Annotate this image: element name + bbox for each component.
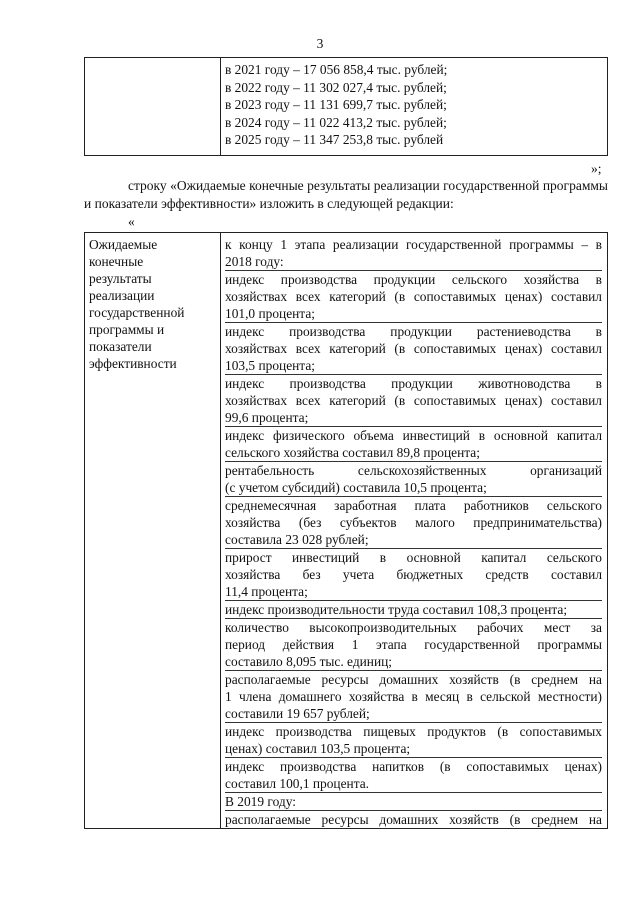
funding-line: в 2022 году – 11 302 027,4 тыс. рублей; (225, 79, 447, 95)
results-item (225, 601, 602, 619)
funding-values-cell (221, 58, 608, 156)
results-item-line: индекс производства продукции сельского хозяйства в (225, 272, 602, 287)
results-item-line: период действия 1 этапа государственной программы (225, 637, 602, 652)
results-item-line: составило 8,095 тыс. единиц; (225, 654, 393, 669)
results-list (225, 236, 602, 828)
funding-line: в 2021 году – 17 056 858,4 тыс. рублей; (225, 62, 448, 77)
results-table (84, 232, 608, 829)
results-item-line: 101,0 процента; (225, 306, 315, 321)
results-item-line: индекс производительности труда составил 108,3 процента; (225, 602, 568, 617)
results-item-line: располагаемые ресурсы домашних хозяйств (в среднем на (225, 672, 602, 687)
results-label-line: показатели (89, 339, 152, 354)
results-item-line: 99,6 процента; (225, 410, 309, 425)
results-item-line: составила 23 028 рублей; (225, 532, 369, 547)
results-item-line: хозяйствах всех категорий (в сопоставимых ценах) составил (225, 393, 602, 408)
results-label-cell (85, 233, 221, 829)
results-item-line: ценах) составил 103,5 процента; (225, 741, 411, 756)
funding-line: в 2025 году – 11 347 253,8 тыс. рублей (225, 132, 444, 147)
results-item (225, 793, 602, 811)
results-item-line: индекс производства продукции животноводства в (225, 376, 602, 391)
results-item-line: индекс производства напитков (в сопоставимых ценах) (225, 759, 602, 774)
page-number: 3 (316, 36, 324, 51)
results-item-line: рентабельность сельскохозяйственных организаций (225, 463, 602, 478)
results-item (225, 427, 602, 462)
results-item (225, 375, 602, 427)
results-item-line: составили 19 657 рублей; (225, 706, 370, 721)
results-item (225, 462, 602, 497)
results-item-line: индекс производства продукции растениеводства в (225, 324, 602, 339)
results-item-line: располагаемые ресурсы домашних хозяйств (в среднем на (225, 812, 602, 827)
results-item-line: индекс производства пищевых продуктов (в сопоставимых (225, 724, 602, 739)
results-values-cell (221, 233, 608, 829)
results-item-line: 1 члена домашнего хозяйства в месяц в сельской местности) (225, 689, 602, 704)
results-item (225, 723, 602, 758)
funding-table (84, 57, 608, 156)
funding-line: в 2023 году – 11 131 699,7 тыс. рублей; (225, 97, 447, 112)
results-item-line: прирост инвестиций в основной капитал сельского (225, 550, 602, 565)
results-label-line: результаты (89, 271, 152, 286)
results-item-line: сельского хозяйства составил 89,8 процента; (225, 445, 480, 460)
table-row (85, 58, 608, 156)
results-item (225, 671, 602, 723)
opening-quote: « (128, 214, 135, 229)
results-item-line: среднемесячная заработная плата работников сельского (225, 498, 602, 513)
results-item (225, 497, 602, 549)
results-item-line: хозяйствах всех категорий (в сопоставимых ценах) составил (225, 341, 602, 356)
results-item-line: к концу 1 этапа реализации государственной программы – в (225, 237, 602, 252)
results-item (225, 271, 602, 323)
results-item (225, 619, 602, 671)
results-item-line: количество высокопроизводительных рабочих мест за (225, 620, 602, 635)
results-item-line: составил 100,1 процента. (225, 776, 370, 791)
funding-label-cell (85, 58, 221, 156)
results-item-line: хозяйства без учета бюджетных средств составил (225, 567, 602, 582)
results-item-line: хозяйствах всех категорий (в сопоставимых ценах) составил (225, 289, 602, 304)
results-item-line: 2018 году: (225, 254, 284, 269)
results-label (89, 236, 217, 372)
amendment-paragraph: строку «Ожидаемые конечные результаты реализации государственной программы и показатели эффективности» изложить в следующей редакции: (84, 178, 608, 211)
results-item-line: (с учетом субсидий) составила 10,5 процента; (225, 480, 487, 495)
results-item (225, 236, 602, 271)
results-label-line: конечные (89, 254, 144, 269)
results-label-line: государственной (89, 305, 185, 320)
funding-line: в 2024 году – 11 022 413,2 тыс. рублей; (225, 114, 447, 130)
results-label-line: программы и (89, 322, 165, 337)
closing-quote: »; (591, 161, 602, 176)
results-item (225, 758, 602, 793)
results-item-line: индекс физического объема инвестиций в основной капитал (225, 428, 602, 443)
results-label-line: Ожидаемые (89, 237, 158, 252)
results-item (225, 323, 602, 375)
results-item-line: 103,5 процента; (225, 358, 315, 373)
results-item-line: В 2019 году: (225, 794, 296, 809)
results-label-line: реализации (89, 288, 155, 303)
results-item-line: 11,4 процента; (225, 584, 308, 599)
results-label-line: эффективности (89, 356, 177, 371)
results-item-line: хозяйства (без субъектов малого предпринимательства) (225, 515, 602, 530)
results-item (225, 811, 602, 828)
table-row (85, 233, 608, 829)
results-item (225, 549, 602, 601)
